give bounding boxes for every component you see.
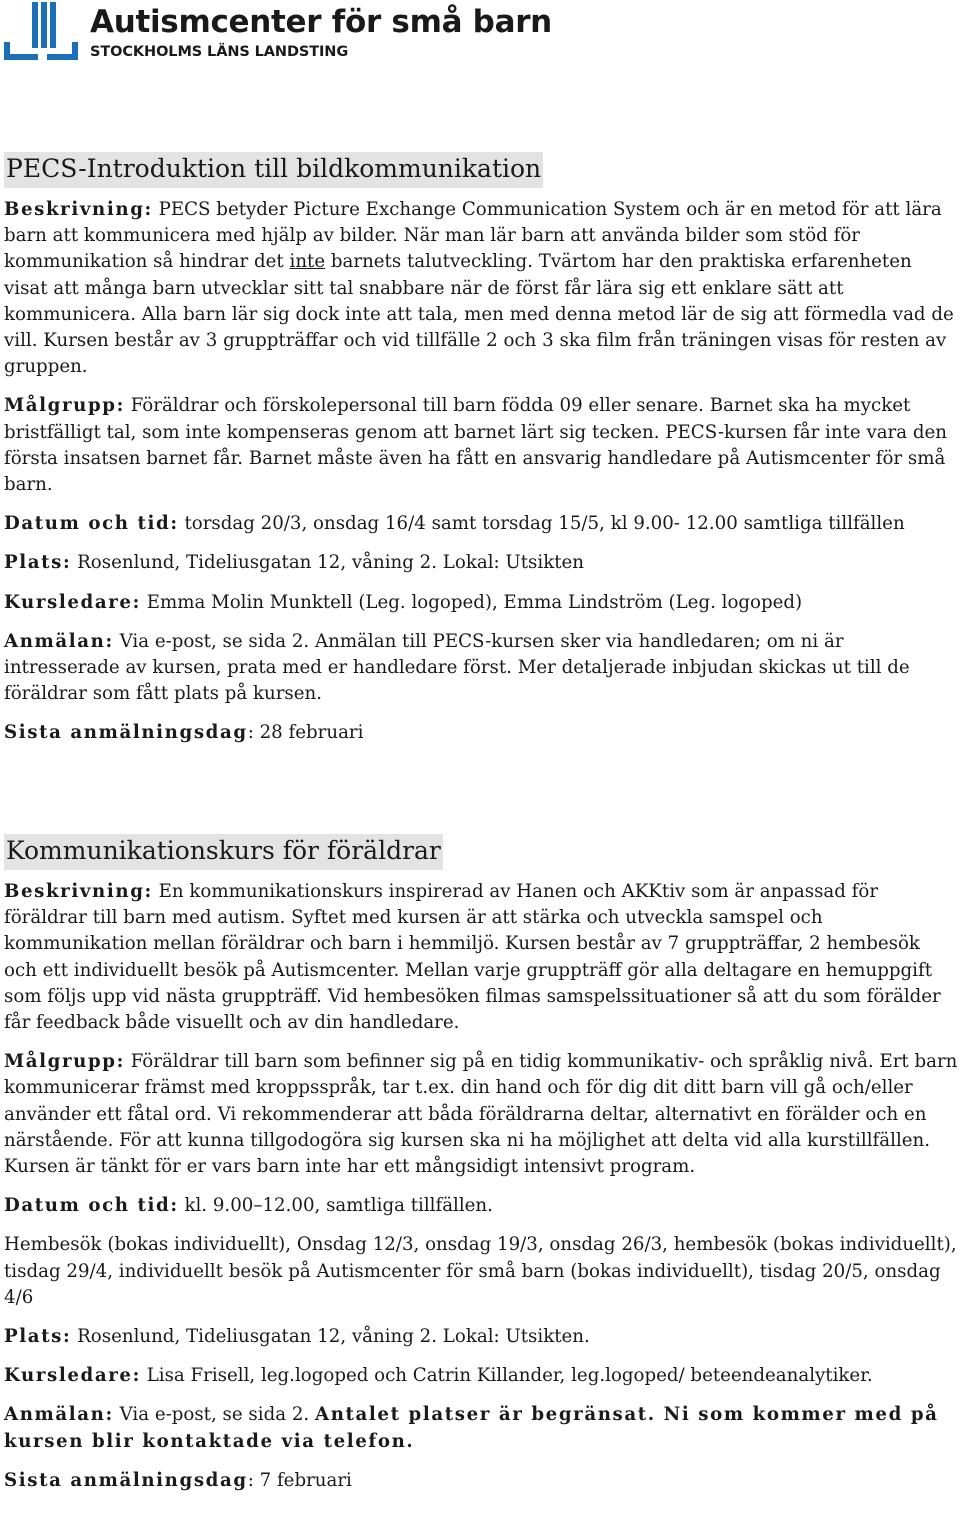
komm-location-text: Rosenlund, Tideliusgatan 12, våning 2. Lokal: Utsikten. [71,1326,590,1348]
komm-course-leaders [4,1363,958,1389]
pecs-course-leaders [4,590,958,616]
pecs-date-time-label: Datum och tid: [4,513,179,535]
komm-location-label: Plats: [4,1326,72,1348]
komm-registration [4,1402,958,1454]
pecs-course-leaders-text: Emma Molin Munktell (Leg. logoped), Emma Lindström (Leg. logoped) [140,591,803,613]
pecs-description-text-1: PECS betyder Picture Exchange Communication System och är en metod för att lära barn att kommunicera med hjälp av bilder. När man lär barn att använda bilder som stöd för kommunikation så hindrar det [4,199,942,273]
komm-section [4,834,958,1494]
komm-description-text: En kommunikationskurs inspirerad av Hanen och AKKtiv som är anpassad för föräldrar till barn med autism. Syftet med kursen är att stärka och utveckla samspel och kommunikation mellan föräldrar och barn i hemmiljö. Kursen består av 7 gruppträffar, 2 hembesök och ett individuellt besök på Autismcenter. Mellan varje gruppträff gör alla deltagare en hemuppgift som följs upp vid nästa gruppträff. Vid hembesöken filmas samspelssituationer så att du som förälder får feedback både visuellt och av din handledare. [4,881,941,1034]
komm-title: Kommunikationskurs för föräldrar [4,834,443,870]
pecs-date-time [4,511,958,537]
pecs-section [4,152,958,747]
komm-last-registration-label: Sista anmälningsdag [4,1469,248,1491]
komm-course-leaders-label: Kursledare: [4,1365,141,1387]
pecs-last-registration-day [4,720,958,746]
komm-registration-notice: Antalet platser är begränsat. Ni som kommer med på kursen blir kontaktade via telefon. [4,1404,939,1452]
komm-date-time [4,1193,958,1219]
org-name: Autismcenter för små barn [90,4,552,40]
pecs-title: PECS-Introduktion till bildkommunikation [4,152,543,188]
komm-home-visits-text: Hembesök (bokas individuellt), Onsdag 12/3, onsdag 19/3, onsdag 26/3, hembesök (bokas individuellt), tisdag 29/4, individuellt besök på Autismcenter för små barn (bokas individuellt), tisdag 20/5, onsdag 4/6 [4,1234,957,1308]
pecs-target-group-text: Föräldrar och förskolepersonal till barn födda 09 eller senare. Barnet ska ha mycket bristfälligt tal, som inte kompenseras genom att barnet lärt sig tecken. PECS-kursen får inte vara den första insatsen barnet får. Barnet måste även ha fått en ansvarig handledare på Autismcenter för små barn. [4,395,947,496]
pecs-last-registration-label: Sista anmälningsdag [4,722,248,744]
pecs-target-group-label: Målgrupp: [4,395,125,417]
komm-last-registration-text: : 7 februari [247,1469,352,1491]
pecs-registration [4,629,958,708]
komm-last-registration-day [4,1468,958,1494]
komm-location [4,1324,958,1350]
pecs-registration-label: Anmälan: [4,630,114,652]
pecs-date-time-text: torsdag 20/3, onsdag 16/4 samt torsdag 15/5, kl 9.00- 12.00 samtliga tillfällen [178,513,905,535]
pecs-description-underlined: inte [289,251,326,273]
komm-date-time-label: Datum och tid: [4,1195,179,1217]
pecs-last-registration-text: : 28 februari [247,722,364,744]
komm-course-leaders-text: Lisa Frisell, leg.logoped och Catrin Killander, leg.logoped/ beteendeanalytiker. [140,1365,873,1387]
logo-icon [4,2,84,62]
pecs-description-text-2: barnets talutveckling. Tvärtom har den praktiska erfarenheten visat att många barn utvecklar sitt tal snabbare när de först får lära sig ett enklare sätt att kommunicera. Alla barn lär sig dock inte att tala, men med denna metod lär de sig att förmedla vad de vill. Kursen består av 3 gruppträffar och vid tillfälle 2 och 3 ska film från träningen visas för resten av gruppen. [4,251,954,378]
pecs-location-label: Plats: [4,552,72,574]
pecs-description-label: Beskrivning: [4,199,153,220]
komm-target-group-label: Målgrupp: [4,1051,125,1073]
komm-home-visits [4,1232,958,1311]
pecs-location [4,550,958,576]
pecs-course-leaders-label: Kursledare: [4,591,141,613]
komm-registration-label: Anmälan: [4,1404,114,1426]
pecs-target-group [4,393,958,498]
komm-description [4,879,958,1036]
komm-date-time-text: kl. 9.00–12.00, samtliga tillfällen. [178,1195,493,1217]
header [4,2,552,62]
pecs-location-text: Rosenlund, Tideliusgatan 12, våning 2. Lokal: Utsikten [71,552,585,574]
komm-registration-text: Via e-post, se sida 2. [113,1404,315,1426]
komm-description-label: Beskrivning: [4,881,153,902]
komm-target-group-text: Föräldrar till barn som befinner sig på en tidig kommunikativ- och språklig nivå. Ert barn kommunicerar främst med kroppsspråk, tar t.ex. din hand och för dig dit ditt barn vill gå och/eller använder ett fåtal ord. Vi rekommenderar att båda föräldrarna deltar, alternativt en förälder och en närstående. För att kunna tillgodogöra sig kursen ska ni ha möjlighet att delta vid alla kurstillfällen. Kursen är tänkt för er vars barn inte har ett mångsidigt intensivt program. [4,1051,958,1178]
pecs-description [4,197,958,380]
komm-target-group [4,1049,958,1180]
pecs-registration-text: Via e-post, se sida 2. Anmälan till PECS-kursen sker via handledaren; om ni är intresserade av kursen, prata med er handledare först. Mer detaljerade inbjudan skickas ut till de föräldrar som fått plats på kursen. [4,630,910,705]
org-subtitle: STOCKHOLMS LÄNS LANDSTING [90,44,349,60]
